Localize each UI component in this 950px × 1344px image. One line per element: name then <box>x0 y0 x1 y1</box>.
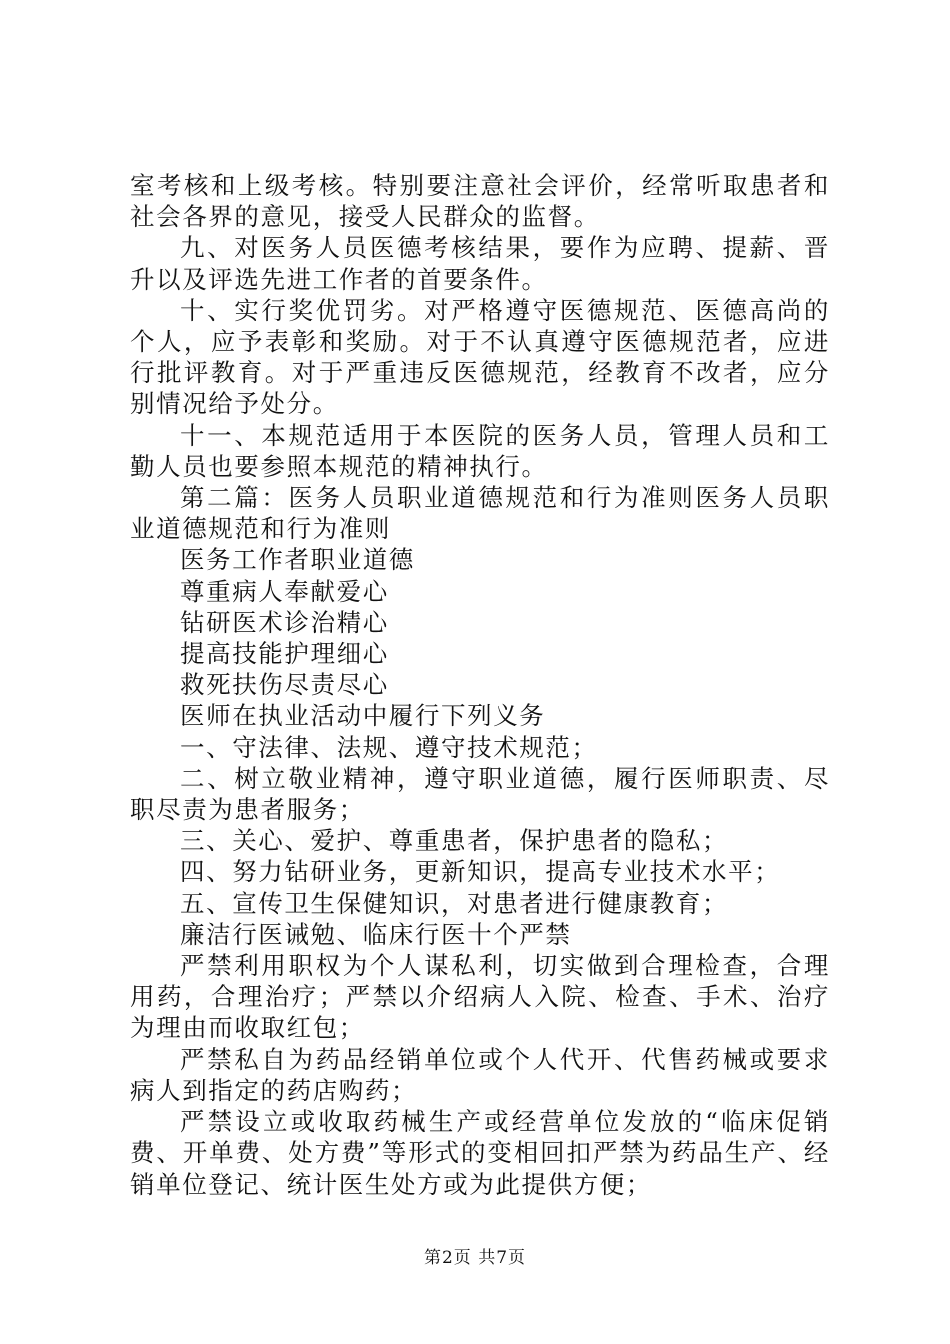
document-body <box>130 170 830 1200</box>
paragraph: 医师在执业活动中履行下列义务 <box>180 701 546 731</box>
paragraph: 严禁私自为药品经销单位或个人代开、代售药械或要求病人到指定的药店购药； <box>130 1044 830 1105</box>
paragraph: 严禁利用职权为个人谋私利，切实做到合理检查，合理用药，合理治疗；严禁以介绍病人入院、检查、手术、治疗为理由而收取红包； <box>130 951 830 1043</box>
paragraph: 钻研医术诊治精心 <box>180 607 389 637</box>
paragraph: 提高技能护理细心 <box>180 639 389 669</box>
paragraph: 二、树立敬业精神，遵守职业道德，履行医师职责、尽职尽责为患者服务； <box>130 763 830 825</box>
paragraph: 廉洁行医诫勉、临床行医十个严禁 <box>180 919 572 949</box>
paragraph: 十、实行奖优罚劣。对严格遵守医德规范、医德高尚的个人，应予表彰和奖励。对于不认真遵守医德规范者，应进行批评教育。对于严重违反医德规范，经教育不改者，应分别情况给予处分。 <box>130 295 830 419</box>
paragraph: 救死扶伤尽责尽心 <box>180 670 389 700</box>
paragraph: 十一、本规范适用于本医院的医务人员，管理人员和工勤人员也要参照本规范的精神执行。 <box>130 420 830 481</box>
paragraph: 一、守法律、法规、遵守技术规范； <box>180 732 598 762</box>
paragraph: 尊重病人奉献爱心 <box>180 576 389 606</box>
paragraph: 五、宣传卫生保健知识，对患者进行健康教育； <box>180 888 729 918</box>
paragraph: 医务工作者职业道德 <box>180 545 415 575</box>
paragraph: 三、关心、爱护、尊重患者，保护患者的隐私； <box>180 826 729 856</box>
paragraph: 四、努力钻研业务，更新知识，提高专业技术水平； <box>180 857 781 887</box>
paragraph: 九、对医务人员医德考核结果，要作为应聘、提薪、晋升以及评选先进工作者的首要条件。 <box>130 233 830 294</box>
paragraph: 严禁设立或收取药械生产或经营单位发放的“临床促销费、开单费、处方费”等形式的变相回扣严禁为药品生产、经销单位登记、统计医生处方或为此提供方便； <box>130 1107 830 1199</box>
paragraph: 室考核和上级考核。特别要注意社会评价，经常听取患者和社会各界的意见，接受人民群众的监督。 <box>130 171 830 232</box>
paragraph: 第二篇：医务人员职业道德规范和行为准则医务人员职业道德规范和行为准则 <box>130 483 830 544</box>
page-number-footer: 第2页 共7页 <box>423 1248 527 1268</box>
